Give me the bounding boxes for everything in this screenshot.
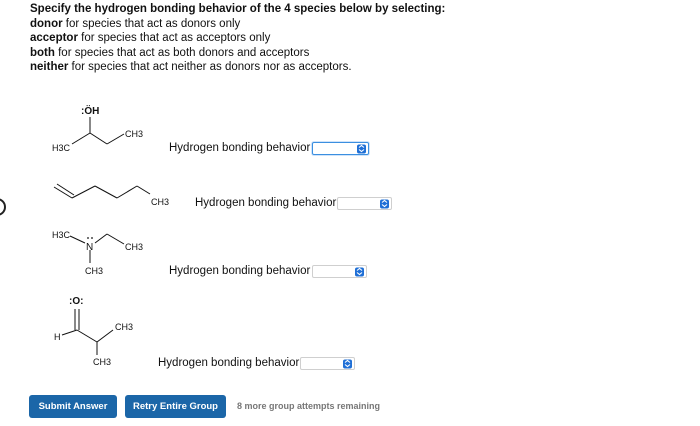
species-2-select[interactable] xyxy=(337,197,392,210)
lone-pair-dot-1 xyxy=(87,237,89,239)
acceptor-text: for species that act as acceptors only xyxy=(77,32,271,44)
bond-n-c xyxy=(95,234,107,243)
species-2-question: Hydrogen bonding behavior xyxy=(195,197,337,209)
instructions-title: Specify the hydrogen bonding behavior of the 4 species below by selecting: xyxy=(30,3,446,15)
retry-entire-group-button[interactable]: Retry Entire Group xyxy=(125,395,226,418)
bond-ch-ch3 xyxy=(97,330,113,342)
bond-c2-c3-m2 xyxy=(72,186,95,198)
updown-chevron-icon xyxy=(357,144,366,153)
species-3-select[interactable] xyxy=(312,265,367,278)
species-1-select[interactable] xyxy=(312,142,369,155)
species-4-select[interactable] xyxy=(300,357,355,370)
species-1-question: Hydrogen bonding behavior xyxy=(169,142,311,154)
bond-c3-c4 xyxy=(107,134,124,144)
updown-chevron-icon xyxy=(355,267,364,276)
bond-c3-c4-m2 xyxy=(95,186,117,198)
bond-h3c-n xyxy=(70,236,85,243)
lone-pair-dot-2 xyxy=(91,237,93,239)
attempts-remaining-text: 8 more group attempts remaining xyxy=(237,401,381,411)
label-ch3-m2: CH3 xyxy=(151,197,170,207)
acceptor-term: acceptor xyxy=(30,32,78,44)
species-3-question: Hydrogen bonding behavior xyxy=(169,265,311,277)
bond-c2-c3 xyxy=(90,133,107,144)
label-ch3: CH3 xyxy=(125,129,144,139)
label-h: H xyxy=(54,332,61,342)
label-oh: :ÖH xyxy=(81,106,100,117)
bond-c-ch xyxy=(77,330,97,342)
bond-c-ch3 xyxy=(107,234,124,244)
double-bond-b xyxy=(57,184,74,195)
neither-text: for species that act neither as donors nor as acceptors. xyxy=(68,61,352,73)
both-term: both xyxy=(30,46,55,59)
label-n: N xyxy=(86,242,94,253)
label-ch3-down-m4: CH3 xyxy=(93,357,112,367)
neither-term: neither xyxy=(30,61,69,73)
updown-chevron-icon xyxy=(380,199,389,208)
bond-h-c xyxy=(62,330,77,335)
bond-c5-ch3-m2 xyxy=(137,186,150,194)
bond-c4-c5-m2 xyxy=(117,186,137,198)
label-ch3-right-m3: CH3 xyxy=(125,242,144,252)
bond-c1-c2 xyxy=(72,133,90,144)
updown-chevron-icon xyxy=(343,359,352,368)
label-ch3-right-m4: CH3 xyxy=(115,322,134,332)
donor-text: for species that act as donors only xyxy=(62,17,241,30)
label-ch3-down-m3: CH3 xyxy=(85,266,104,276)
label-o: :O: xyxy=(69,296,84,307)
species-4-question: Hydrogen bonding behavior xyxy=(158,357,300,369)
donor-term: donor xyxy=(30,17,63,30)
label-h3c: H3C xyxy=(52,143,71,153)
submit-answer-button[interactable]: Submit Answer xyxy=(29,395,117,418)
label-h3c-m3: H3C xyxy=(52,230,71,240)
both-text: for species that act as both donors and acceptors xyxy=(54,46,310,59)
